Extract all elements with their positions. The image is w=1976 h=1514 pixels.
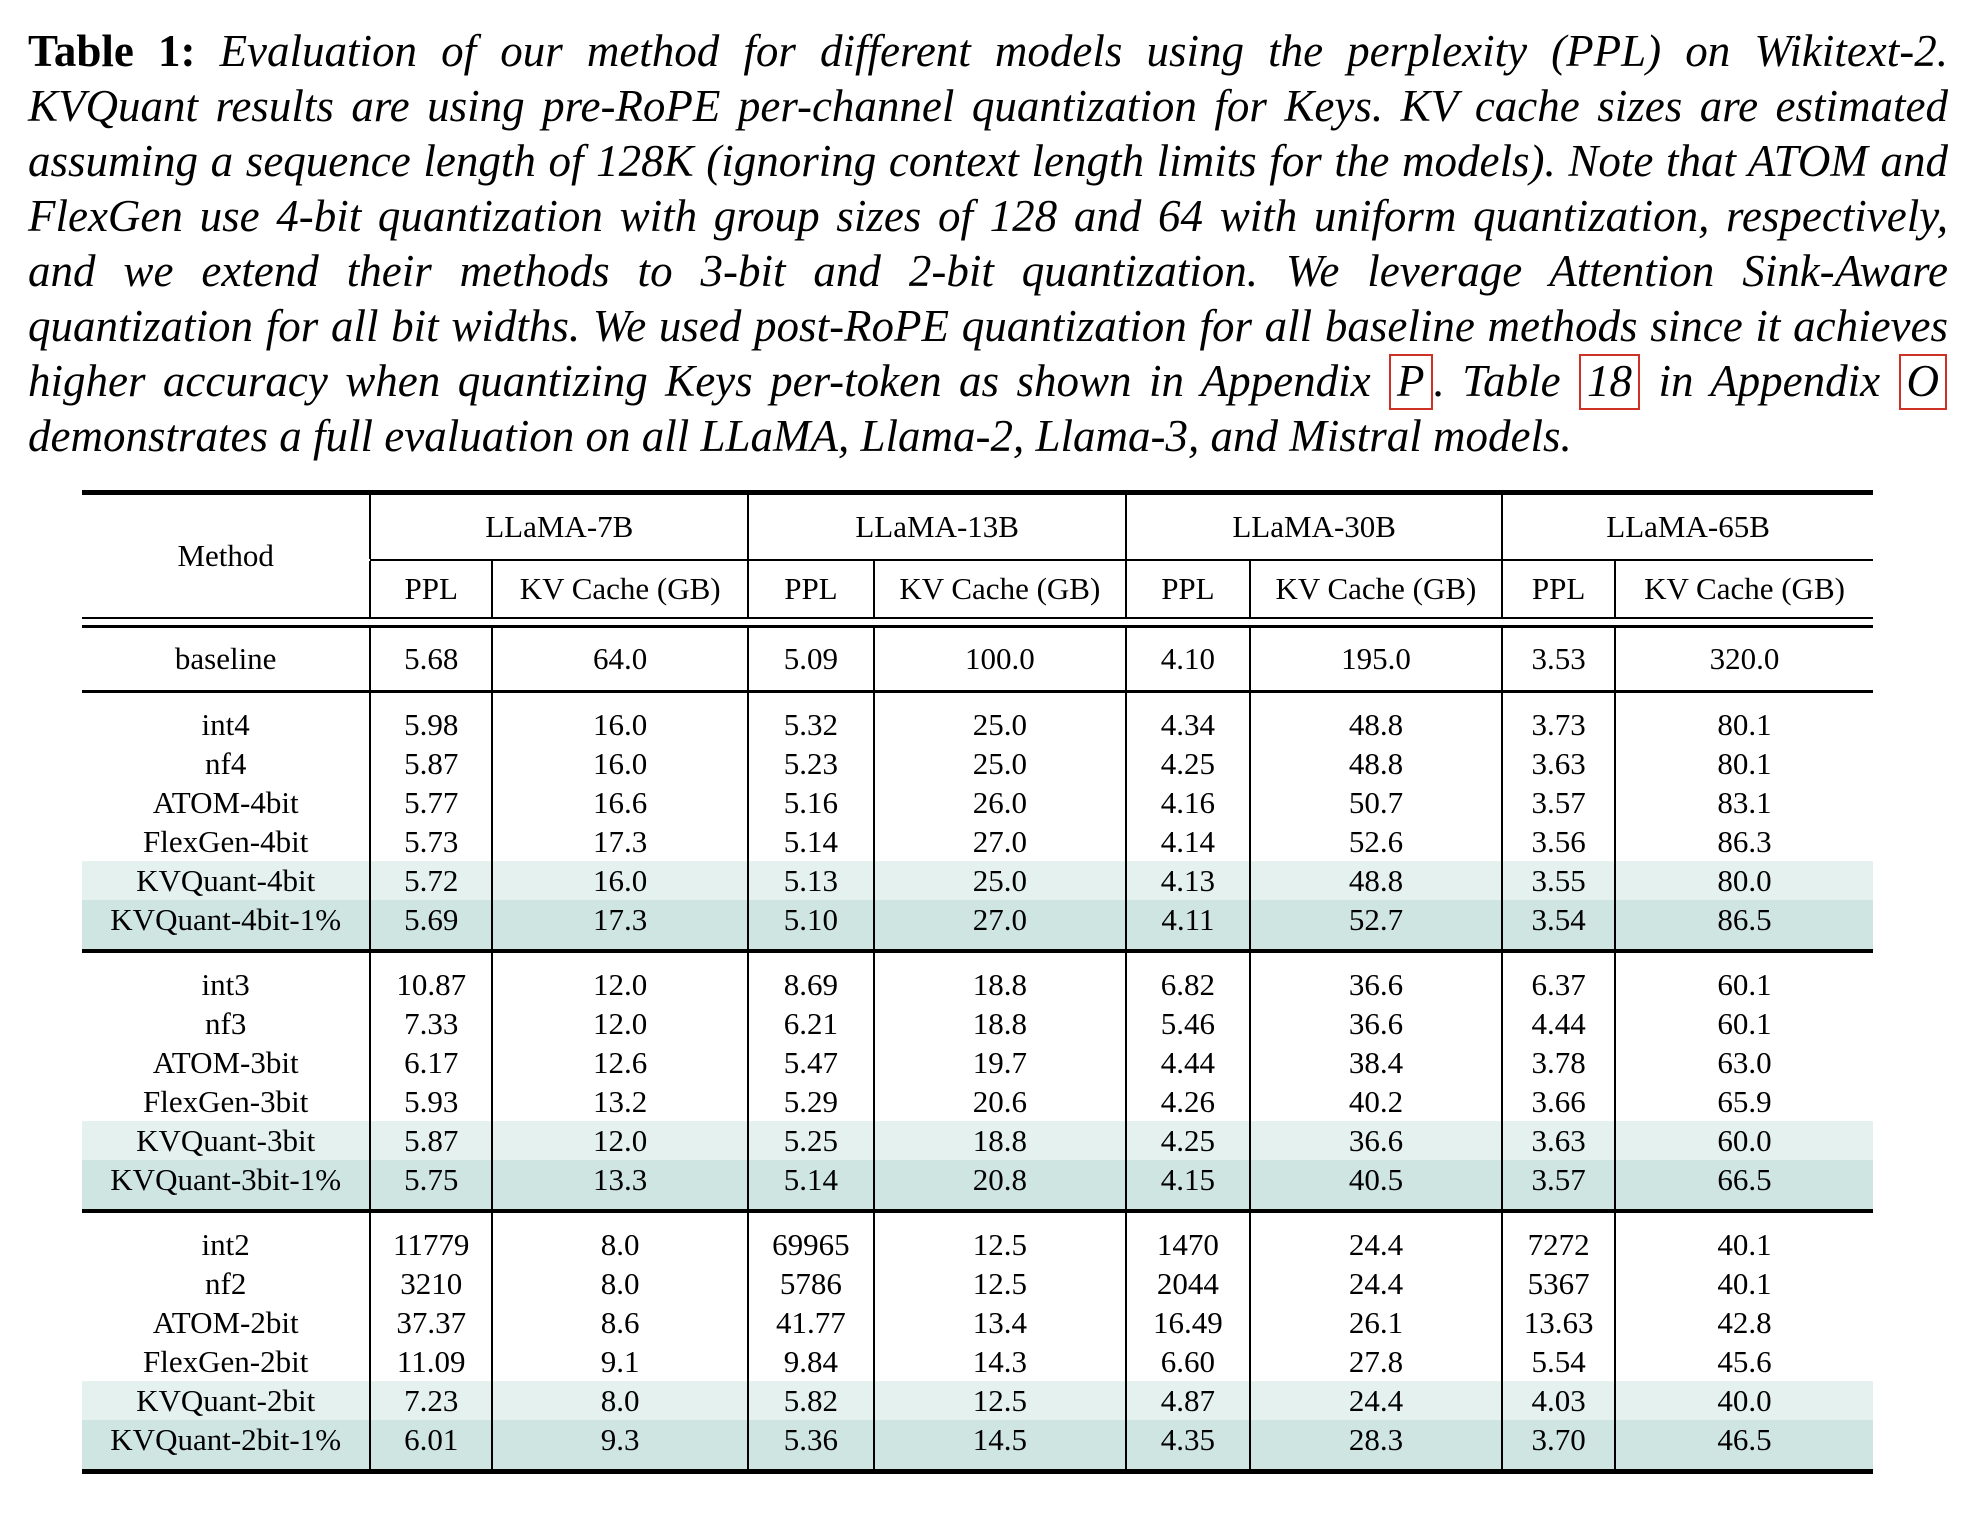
ppl-value-cell: 13.63 — [1502, 1303, 1615, 1342]
ppl-value-cell: 8.69 — [748, 953, 873, 1004]
double-rule — [82, 618, 1873, 627]
ppl-value-cell: 5.14 — [748, 1160, 873, 1211]
ppl-value-cell: 3.57 — [1502, 1160, 1615, 1211]
table-row — [82, 1160, 1873, 1211]
kv-cache-value-cell: 17.3 — [492, 900, 748, 951]
ppl-value-cell: 4.34 — [1126, 693, 1250, 744]
method-cell: FlexGen-4bit — [143, 823, 309, 859]
col-group-llama-65b: LLaMA-65B — [1502, 493, 1873, 560]
method-cell: int4 — [201, 706, 250, 742]
ppl-value-cell: 4.14 — [1126, 822, 1250, 861]
ppl-value-cell: 6.60 — [1126, 1342, 1250, 1381]
kv-cache-value-cell: 38.4 — [1348, 1044, 1404, 1080]
double-rule — [82, 618, 1873, 627]
col-header-kvcache-30b: KV Cache (GB) — [1275, 571, 1477, 606]
method-cell: FlexGen-3bit — [143, 1083, 309, 1119]
ppl-value-cell: 41.77 — [748, 1303, 873, 1342]
ppl-value-cell: 4.44 — [1502, 1004, 1615, 1043]
ppl-value-cell: 5.16 — [748, 783, 873, 822]
col-header-ppl-65b: PPL — [1502, 561, 1615, 618]
kv-cache-value-cell: 26.1 — [1348, 1304, 1404, 1340]
ppl-value-cell: 4.13 — [1126, 861, 1250, 900]
baseline-row — [82, 627, 1873, 692]
ppl-value-cell: 5.09 — [748, 627, 873, 692]
kv-cache-value-cell: 65.9 — [1717, 1083, 1772, 1119]
kv-cache-value-cell: 24.4 — [1348, 1265, 1404, 1301]
kv-cache-value-cell: 12.5 — [972, 1226, 1027, 1262]
kv-cache-value-cell: 40.1 — [1717, 1226, 1772, 1262]
ppl-value-cell: 4.10 — [1126, 627, 1250, 692]
kv-cache-value-cell: 13.2 — [593, 1083, 648, 1119]
kv-cache-value-cell: 60.1 — [1717, 966, 1772, 1002]
ppl-value-cell: 4.25 — [1126, 744, 1250, 783]
kv-cache-value-cell: 195.0 — [1341, 641, 1411, 676]
kv-cache-value-cell: 13.3 — [492, 1160, 748, 1211]
table-row — [82, 1082, 1873, 1121]
table-row — [82, 861, 1873, 900]
table-row — [82, 1004, 1873, 1043]
table-18-link[interactable]: 18 — [1579, 354, 1640, 410]
kv-cache-value-cell: 27.0 — [874, 900, 1127, 951]
table-row — [82, 1121, 1873, 1160]
appendix-o-link[interactable]: O — [1899, 354, 1948, 410]
method-cell: KVQuant-3bit — [82, 1121, 370, 1160]
kv-cache-value-cell: 320.0 — [1709, 641, 1780, 676]
kv-cache-value-cell: 64.0 — [593, 641, 648, 676]
model-header-row — [82, 493, 1873, 560]
table-row — [82, 1043, 1873, 1082]
kv-cache-value-cell: 16.6 — [593, 784, 648, 820]
kv-cache-value-cell: 48.8 — [1348, 706, 1404, 742]
kv-cache-value-cell: 60.0 — [1615, 1121, 1873, 1160]
method-cell: KVQuant-4bit — [82, 861, 370, 900]
method-cell: KVQuant-2bit — [82, 1381, 370, 1420]
kv-cache-value-cell: 14.5 — [874, 1420, 1127, 1472]
ppl-value-cell: 3.73 — [1502, 693, 1615, 744]
caption-body-2: . Table — [1433, 356, 1579, 406]
kv-cache-value-cell: 28.3 — [1250, 1420, 1503, 1472]
ppl-value-cell: 5.25 — [748, 1121, 873, 1160]
kv-cache-value-cell: 50.7 — [1348, 784, 1404, 820]
kv-cache-value-cell: 86.5 — [1615, 900, 1873, 951]
ppl-value-cell: 6.82 — [1126, 953, 1250, 1004]
method-cell: ATOM-3bit — [152, 1044, 299, 1080]
kv-cache-value-cell: 12.0 — [492, 1121, 748, 1160]
kv-cache-value-cell: 8.0 — [600, 1265, 640, 1301]
kv-cache-value-cell: 48.8 — [1348, 745, 1404, 781]
ppl-value-cell: 5.75 — [370, 1160, 492, 1211]
col-group-llama-7b: LLaMA-7B — [370, 493, 748, 560]
ppl-value-cell: 4.03 — [1502, 1381, 1615, 1420]
ppl-value-cell: 5.36 — [748, 1420, 873, 1472]
ppl-value-cell: 4.11 — [1126, 900, 1250, 951]
kv-cache-value-cell: 100.0 — [964, 641, 1035, 676]
table-row — [82, 822, 1873, 861]
ppl-value-cell: 4.44 — [1126, 1043, 1250, 1082]
kv-cache-value-cell: 18.8 — [972, 966, 1027, 1002]
kv-cache-value-cell: 25.0 — [874, 861, 1127, 900]
kv-cache-value-cell: 52.6 — [1348, 823, 1404, 859]
kv-cache-value-cell: 40.5 — [1250, 1160, 1503, 1211]
ppl-value-cell: 3.78 — [1502, 1043, 1615, 1082]
ppl-value-cell: 5.54 — [1502, 1342, 1615, 1381]
ppl-value-cell: 5.29 — [748, 1082, 873, 1121]
method-cell: ATOM-2bit — [152, 1304, 299, 1340]
ppl-value-cell: 37.37 — [370, 1303, 492, 1342]
ppl-value-cell: 5.87 — [370, 744, 492, 783]
table-row — [82, 693, 1873, 744]
ppl-value-cell: 5.13 — [748, 861, 873, 900]
table-row — [82, 1264, 1873, 1303]
method-cell: baseline — [174, 641, 277, 676]
ppl-value-cell: 5.23 — [748, 744, 873, 783]
kv-cache-value-cell: 8.0 — [600, 1226, 640, 1262]
col-header-ppl-7b: PPL — [370, 561, 492, 618]
kv-cache-value-cell: 24.4 — [1348, 1226, 1404, 1262]
ppl-value-cell: 3.57 — [1502, 783, 1615, 822]
ppl-value-cell: 4.15 — [1126, 1160, 1250, 1211]
ppl-value-cell: 5.77 — [370, 783, 492, 822]
ppl-value-cell: 5.32 — [748, 693, 873, 744]
table-row — [82, 953, 1873, 1004]
ppl-value-cell: 7272 — [1502, 1213, 1615, 1264]
col-header-ppl-30b: PPL — [1126, 561, 1250, 618]
ppl-value-cell: 4.87 — [1126, 1381, 1250, 1420]
ppl-value-cell: 3.54 — [1502, 900, 1615, 951]
method-cell: ATOM-4bit — [152, 784, 299, 820]
method-cell: FlexGen-2bit — [143, 1343, 309, 1379]
ppl-value-cell: 7.33 — [370, 1004, 492, 1043]
kv-cache-value-cell: 36.6 — [1250, 1121, 1503, 1160]
method-cell: KVQuant-3bit-1% — [82, 1160, 370, 1211]
caption-body-3: in Appendix — [1641, 356, 1898, 406]
ppl-value-cell: 10.87 — [370, 953, 492, 1004]
method-cell: KVQuant-2bit-1% — [82, 1420, 370, 1472]
results-table-container — [82, 490, 1873, 1474]
kv-cache-value-cell: 40.1 — [1717, 1265, 1772, 1301]
table-row — [82, 1303, 1873, 1342]
kv-cache-value-cell: 9.3 — [492, 1420, 748, 1472]
ppl-value-cell: 5367 — [1502, 1264, 1615, 1303]
method-cell: nf3 — [205, 1005, 247, 1041]
ppl-value-cell: 5.46 — [1126, 1004, 1250, 1043]
kv-cache-value-cell: 40.0 — [1615, 1381, 1873, 1420]
kv-cache-value-cell: 8.0 — [492, 1381, 748, 1420]
kv-cache-value-cell: 17.3 — [593, 823, 648, 859]
kv-cache-value-cell: 25.0 — [972, 745, 1027, 781]
caption-label: Table 1: — [28, 26, 196, 76]
kv-cache-value-cell: 66.5 — [1615, 1160, 1873, 1211]
ppl-value-cell: 5786 — [748, 1264, 873, 1303]
col-group-llama-30b: LLaMA-30B — [1126, 493, 1502, 560]
kv-cache-value-cell: 25.0 — [972, 706, 1027, 742]
kv-cache-value-cell: 13.4 — [972, 1304, 1027, 1340]
kv-cache-value-cell: 46.5 — [1615, 1420, 1873, 1472]
kv-cache-value-cell: 16.0 — [492, 861, 748, 900]
kv-cache-value-cell: 80.1 — [1717, 745, 1772, 781]
ppl-value-cell: 3.63 — [1502, 744, 1615, 783]
col-header-ppl-13b: PPL — [748, 561, 873, 618]
kv-cache-value-cell: 48.8 — [1250, 861, 1503, 900]
ppl-value-cell: 11779 — [370, 1213, 492, 1264]
ppl-value-cell: 4.25 — [1126, 1121, 1250, 1160]
ppl-value-cell: 5.47 — [748, 1043, 873, 1082]
ppl-value-cell: 11.09 — [370, 1342, 492, 1381]
ppl-value-cell: 3.63 — [1502, 1121, 1615, 1160]
kv-cache-value-cell: 20.6 — [972, 1083, 1027, 1119]
kv-cache-value-cell: 9.1 — [600, 1343, 640, 1379]
kv-cache-value-cell: 63.0 — [1717, 1044, 1772, 1080]
col-header-kvcache-7b: KV Cache (GB) — [519, 571, 721, 606]
kv-cache-value-cell: 16.0 — [593, 706, 648, 742]
kv-cache-value-cell: 36.6 — [1348, 1005, 1404, 1041]
appendix-p-link[interactable]: P — [1389, 354, 1433, 410]
ppl-value-cell: 7.23 — [370, 1381, 492, 1420]
kv-cache-value-cell: 60.1 — [1717, 1005, 1772, 1041]
col-group-llama-13b: LLaMA-13B — [748, 493, 1126, 560]
ppl-value-cell: 4.16 — [1126, 783, 1250, 822]
kv-cache-value-cell: 12.0 — [593, 1005, 648, 1041]
ppl-value-cell: 16.49 — [1126, 1303, 1250, 1342]
kv-cache-value-cell: 8.6 — [600, 1304, 640, 1340]
kv-cache-value-cell: 27.8 — [1348, 1343, 1404, 1379]
table-row — [82, 900, 1873, 951]
kv-cache-value-cell: 45.6 — [1717, 1343, 1772, 1379]
ppl-value-cell: 5.82 — [748, 1381, 873, 1420]
method-cell: nf4 — [205, 745, 247, 781]
ppl-value-cell: 5.73 — [370, 822, 492, 861]
kv-cache-value-cell: 40.2 — [1348, 1083, 1404, 1119]
ppl-value-cell: 3210 — [370, 1264, 492, 1303]
kv-cache-value-cell: 80.0 — [1615, 861, 1873, 900]
caption-body-4: demonstrates a full evaluation on all LLaMA, Llama-2, Llama-3, and Mistral models. — [28, 411, 1572, 461]
ppl-value-cell: 5.93 — [370, 1082, 492, 1121]
kv-cache-value-cell: 12.0 — [593, 966, 648, 1002]
method-cell: nf2 — [205, 1265, 247, 1301]
kv-cache-value-cell: 12.5 — [874, 1381, 1127, 1420]
ppl-value-cell: 3.53 — [1502, 627, 1615, 692]
ppl-value-cell: 3.66 — [1502, 1082, 1615, 1121]
kv-cache-value-cell: 18.8 — [874, 1121, 1127, 1160]
ppl-value-cell: 5.10 — [748, 900, 873, 951]
table-row — [82, 783, 1873, 822]
method-column-header: Method — [177, 538, 274, 573]
ppl-value-cell: 2044 — [1126, 1264, 1250, 1303]
kv-cache-value-cell: 80.1 — [1717, 706, 1772, 742]
table-row — [82, 1381, 1873, 1420]
ppl-value-cell: 3.56 — [1502, 822, 1615, 861]
ppl-value-cell: 4.26 — [1126, 1082, 1250, 1121]
kv-cache-value-cell: 26.0 — [972, 784, 1027, 820]
table-row — [82, 1213, 1873, 1264]
ppl-value-cell: 5.87 — [370, 1121, 492, 1160]
kv-cache-value-cell: 16.0 — [593, 745, 648, 781]
ppl-value-cell: 9.84 — [748, 1342, 873, 1381]
table-row — [82, 1420, 1873, 1472]
kv-cache-value-cell: 42.8 — [1717, 1304, 1772, 1340]
method-cell: int3 — [201, 966, 250, 1002]
ppl-value-cell: 5.14 — [748, 822, 873, 861]
caption-body-1: Evaluation of our method for different models using the perplexity (PPL) on Wikitext-2. KVQuant results are using pre-RoPE per-channel quantization for Keys. KV cache sizes are estimated assuming a sequence length of 128K (ignoring context length limits for the models). Note that ATOM and FlexGen use 4-bit quantization with group sizes of 128 and 64 with uniform quantization, respectively, and we extend their methods to 3-bit and 2-bit quantization. We leverage Attention Sink-Aware quantization for all bit widths. We used post-RoPE quantization for all baseline methods since it achieves higher accuracy when quantizing Keys per-token as shown in Appendix — [28, 26, 1948, 406]
ppl-value-cell: 6.21 — [748, 1004, 873, 1043]
kv-cache-value-cell: 36.6 — [1348, 966, 1404, 1002]
results-table — [82, 490, 1873, 1474]
ppl-value-cell: 3.55 — [1502, 861, 1615, 900]
kv-cache-value-cell: 12.5 — [972, 1265, 1027, 1301]
ppl-value-cell: 5.98 — [370, 693, 492, 744]
kv-cache-value-cell: 27.0 — [972, 823, 1027, 859]
table-row — [82, 744, 1873, 783]
ppl-value-cell: 6.37 — [1502, 953, 1615, 1004]
table-caption — [28, 24, 1948, 464]
kv-cache-value-cell: 14.3 — [972, 1343, 1027, 1379]
table-row — [82, 1342, 1873, 1381]
col-header-kvcache-65b: KV Cache (GB) — [1644, 571, 1845, 606]
ppl-value-cell: 5.68 — [370, 627, 492, 692]
ppl-value-cell: 69965 — [748, 1213, 873, 1264]
kv-cache-value-cell: 86.3 — [1717, 823, 1772, 859]
ppl-value-cell: 5.69 — [370, 900, 492, 951]
kv-cache-value-cell: 20.8 — [874, 1160, 1127, 1211]
col-header-kvcache-13b: KV Cache (GB) — [899, 571, 1101, 606]
ppl-value-cell: 4.35 — [1126, 1420, 1250, 1472]
method-cell: int2 — [201, 1226, 250, 1262]
ppl-value-cell: 6.01 — [370, 1420, 492, 1472]
kv-cache-value-cell: 12.6 — [593, 1044, 648, 1080]
ppl-value-cell: 1470 — [1126, 1213, 1250, 1264]
kv-cache-value-cell: 52.7 — [1250, 900, 1503, 951]
kv-cache-value-cell: 19.7 — [972, 1044, 1027, 1080]
kv-cache-value-cell: 83.1 — [1717, 784, 1772, 820]
ppl-value-cell: 5.72 — [370, 861, 492, 900]
kv-cache-value-cell: 18.8 — [972, 1005, 1027, 1041]
method-cell: KVQuant-4bit-1% — [82, 900, 370, 951]
ppl-value-cell: 3.70 — [1502, 1420, 1615, 1472]
ppl-value-cell: 6.17 — [370, 1043, 492, 1082]
kv-cache-value-cell: 24.4 — [1250, 1381, 1503, 1420]
